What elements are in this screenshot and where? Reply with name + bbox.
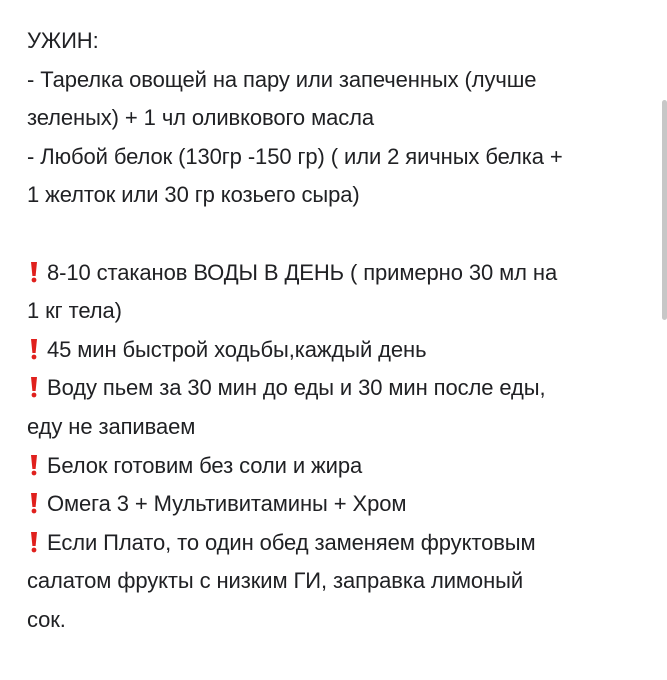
exclamation-icon xyxy=(27,524,41,563)
note-item xyxy=(27,254,642,293)
exclamation-icon xyxy=(27,254,41,293)
note-line: сок. xyxy=(27,606,66,632)
note-heading: УЖИН: xyxy=(27,28,99,53)
note-item xyxy=(27,447,642,486)
note-line: - Тарелка овощей на пару или запеченных (лучше xyxy=(27,66,537,92)
note-item xyxy=(27,524,642,563)
note-item-text: Воду пьем за 30 мин до еды и 30 мин после еды, xyxy=(47,375,546,401)
note-item xyxy=(27,369,642,408)
note-item-text: 8-10 стаканов ВОДЫ В ДЕНЬ ( примерно 30 мл на xyxy=(47,259,558,285)
note-text xyxy=(27,22,642,640)
note-line: - Любой белок (130гр -150 гр) ( или 2 яичных белка + xyxy=(27,143,563,169)
note-item-text: 45 мин быстрой ходьбы,каждый день xyxy=(47,336,427,362)
note-line: зеленых) + 1 чл оливкового масла xyxy=(27,105,375,131)
note-item-text: Омега 3 + Мультивитамины + Хром xyxy=(47,491,407,517)
note-item-text: Белок готовим без соли и жира xyxy=(47,452,363,478)
exclamation-icon xyxy=(27,369,41,408)
scrollbar-thumb[interactable] xyxy=(662,100,667,320)
exclamation-icon xyxy=(27,447,41,486)
note-line: 1 кг тела) xyxy=(27,298,122,324)
note-line: 1 желток или 30 гр козьего сыра) xyxy=(27,182,360,208)
exclamation-icon xyxy=(27,331,41,370)
note-item xyxy=(27,485,642,524)
note-item-text: Если Плато, то один обед заменяем фруктовым xyxy=(47,529,536,555)
note-item xyxy=(27,331,642,370)
note-line: еду не запиваем xyxy=(27,413,196,439)
note-line: салатом фрукты с низким ГИ, заправка лимоный xyxy=(27,568,524,594)
exclamation-icon xyxy=(27,485,41,524)
note-blank-line xyxy=(27,215,642,254)
